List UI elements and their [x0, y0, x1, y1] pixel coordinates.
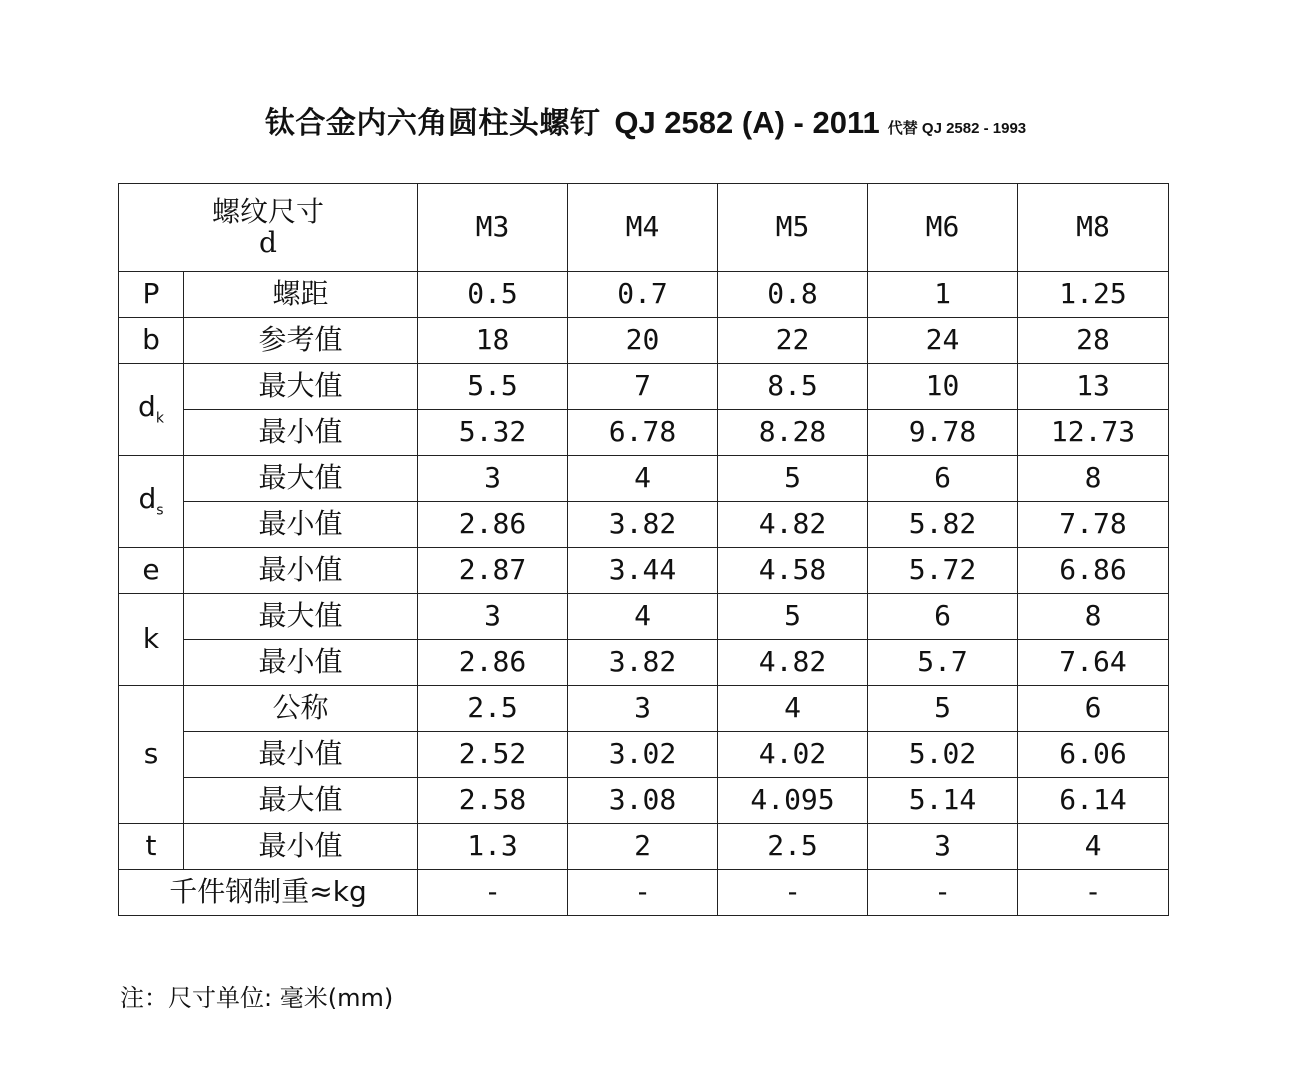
symbol-cell [119, 548, 184, 594]
value-cell: 0.5 [418, 272, 568, 318]
value-cell: 3 [568, 686, 718, 732]
value-cell: 0.8 [718, 272, 868, 318]
value-cell: 10 [868, 364, 1018, 410]
table-row [119, 686, 1169, 732]
value-cell: 13 [1018, 364, 1169, 410]
weight-value: - [868, 870, 1018, 916]
row-label: 最小值 [184, 548, 418, 594]
unit-note: 注：尺寸单位: 毫米(mm) [120, 984, 394, 1012]
value-cell: 4.82 [718, 502, 868, 548]
symbol-cell [119, 824, 184, 870]
value-cell: 20 [568, 318, 718, 364]
value-cell: 5 [868, 686, 1018, 732]
weight-value: - [568, 870, 718, 916]
symbol: k [142, 622, 160, 656]
value-cell: 8.5 [718, 364, 868, 410]
value-cell: 6.86 [1018, 548, 1169, 594]
value-cell: 2.86 [418, 502, 568, 548]
value-cell: 6 [1018, 686, 1169, 732]
table-row [119, 548, 1169, 594]
value-cell: 4.82 [718, 640, 868, 686]
row-label: 最小值 [184, 502, 418, 548]
value-cell: 3 [868, 824, 1018, 870]
symbol: t [145, 829, 157, 863]
value-cell: 1.25 [1018, 272, 1169, 318]
value-cell: 6.06 [1018, 732, 1169, 778]
value-cell: 7.78 [1018, 502, 1169, 548]
value-cell: 0.7 [568, 272, 718, 318]
value-cell: 3.82 [568, 640, 718, 686]
table-row [119, 594, 1169, 640]
value-cell: 4.095 [718, 778, 868, 824]
header-row [119, 184, 1169, 272]
size-header: M4 [568, 184, 718, 272]
symbol: b [142, 323, 160, 357]
value-cell: 8 [1018, 594, 1169, 640]
row-label: 最大值 [184, 778, 418, 824]
weight-value: - [1018, 870, 1169, 916]
standard-code: QJ 2582 (A) - 2011 [614, 105, 880, 140]
value-cell: 18 [418, 318, 568, 364]
symbol: P [142, 277, 160, 311]
weight-label: 千件钢制重≈kg [119, 870, 418, 916]
value-cell: 3.82 [568, 502, 718, 548]
symbol-cell [119, 686, 184, 824]
value-cell: 1.3 [418, 824, 568, 870]
thread-size-header [119, 184, 418, 272]
value-cell: 1 [868, 272, 1018, 318]
value-cell: 2 [568, 824, 718, 870]
size-header: M5 [718, 184, 868, 272]
row-label: 公称 [184, 686, 418, 732]
table-row [119, 364, 1169, 410]
value-cell: 4 [1018, 824, 1169, 870]
weight-value: - [718, 870, 868, 916]
replaces-standard: 代替 QJ 2582 - 1993 [887, 120, 1027, 137]
value-cell: 5.82 [868, 502, 1018, 548]
value-cell: 4 [568, 456, 718, 502]
row-label: 最小值 [184, 410, 418, 456]
row-label: 螺距 [184, 272, 418, 318]
value-cell: 3.02 [568, 732, 718, 778]
value-cell: 6 [868, 594, 1018, 640]
row-label: 最大值 [184, 456, 418, 502]
value-cell: 4.02 [718, 732, 868, 778]
symbol-cell [119, 456, 184, 548]
table-row [119, 640, 1169, 686]
title-main: 钛合金内六角圆柱头螺钉 [264, 107, 601, 140]
value-cell: 5.5 [418, 364, 568, 410]
value-cell: 5 [718, 456, 868, 502]
value-cell: 2.87 [418, 548, 568, 594]
value-cell: 3 [418, 594, 568, 640]
table-row [119, 410, 1169, 456]
row-label: 参考值 [184, 318, 418, 364]
dimension-table [118, 183, 1169, 916]
value-cell: 2.5 [718, 824, 868, 870]
value-cell: 5.02 [868, 732, 1018, 778]
value-cell: 8.28 [718, 410, 868, 456]
value-cell: 5.7 [868, 640, 1018, 686]
value-cell: 8 [1018, 456, 1169, 502]
value-cell: 5 [718, 594, 868, 640]
table-row [119, 456, 1169, 502]
value-cell: 6 [868, 456, 1018, 502]
weight-row [119, 870, 1169, 916]
value-cell: 22 [718, 318, 868, 364]
value-cell: 4 [568, 594, 718, 640]
value-cell: 3.08 [568, 778, 718, 824]
symbol-subscript: k [155, 410, 164, 427]
symbol: d [138, 390, 156, 423]
row-label: 最小值 [184, 732, 418, 778]
header-symbol: d [259, 225, 277, 259]
symbol: s [143, 737, 159, 771]
value-cell: 6.78 [568, 410, 718, 456]
row-label: 最小值 [184, 640, 418, 686]
value-cell: 3.44 [568, 548, 718, 594]
size-header: M8 [1018, 184, 1169, 272]
value-cell: 2.52 [418, 732, 568, 778]
value-cell: 4.58 [718, 548, 868, 594]
table-row [119, 778, 1169, 824]
value-cell: 6.14 [1018, 778, 1169, 824]
value-cell: 7 [568, 364, 718, 410]
symbol: d [138, 482, 157, 515]
value-cell: 5.32 [418, 410, 568, 456]
size-header: M3 [418, 184, 568, 272]
symbol-cell [119, 594, 184, 686]
symbol-cell [119, 318, 184, 364]
table-row [119, 502, 1169, 548]
size-header: M6 [868, 184, 1018, 272]
value-cell: 28 [1018, 318, 1169, 364]
symbol: e [142, 553, 160, 587]
header-label: 螺纹尺寸 [212, 194, 325, 228]
value-cell: 5.72 [868, 548, 1018, 594]
symbol-subscript: s [156, 502, 164, 519]
symbol-cell [119, 272, 184, 318]
table-row [119, 272, 1169, 318]
value-cell: 2.58 [418, 778, 568, 824]
value-cell: 12.73 [1018, 410, 1169, 456]
row-label: 最大值 [184, 364, 418, 410]
symbol-cell [119, 364, 184, 456]
value-cell: 9.78 [868, 410, 1018, 456]
value-cell: 24 [868, 318, 1018, 364]
value-cell: 2.5 [418, 686, 568, 732]
row-label: 最小值 [184, 824, 418, 870]
value-cell: 7.64 [1018, 640, 1169, 686]
table-row [119, 732, 1169, 778]
table-row [119, 318, 1169, 364]
weight-value: - [418, 870, 568, 916]
value-cell: 4 [718, 686, 868, 732]
value-cell: 5.14 [868, 778, 1018, 824]
table-row [119, 824, 1169, 870]
value-cell: 2.86 [418, 640, 568, 686]
document-title [0, 98, 1291, 142]
value-cell: 3 [418, 456, 568, 502]
row-label: 最大值 [184, 594, 418, 640]
